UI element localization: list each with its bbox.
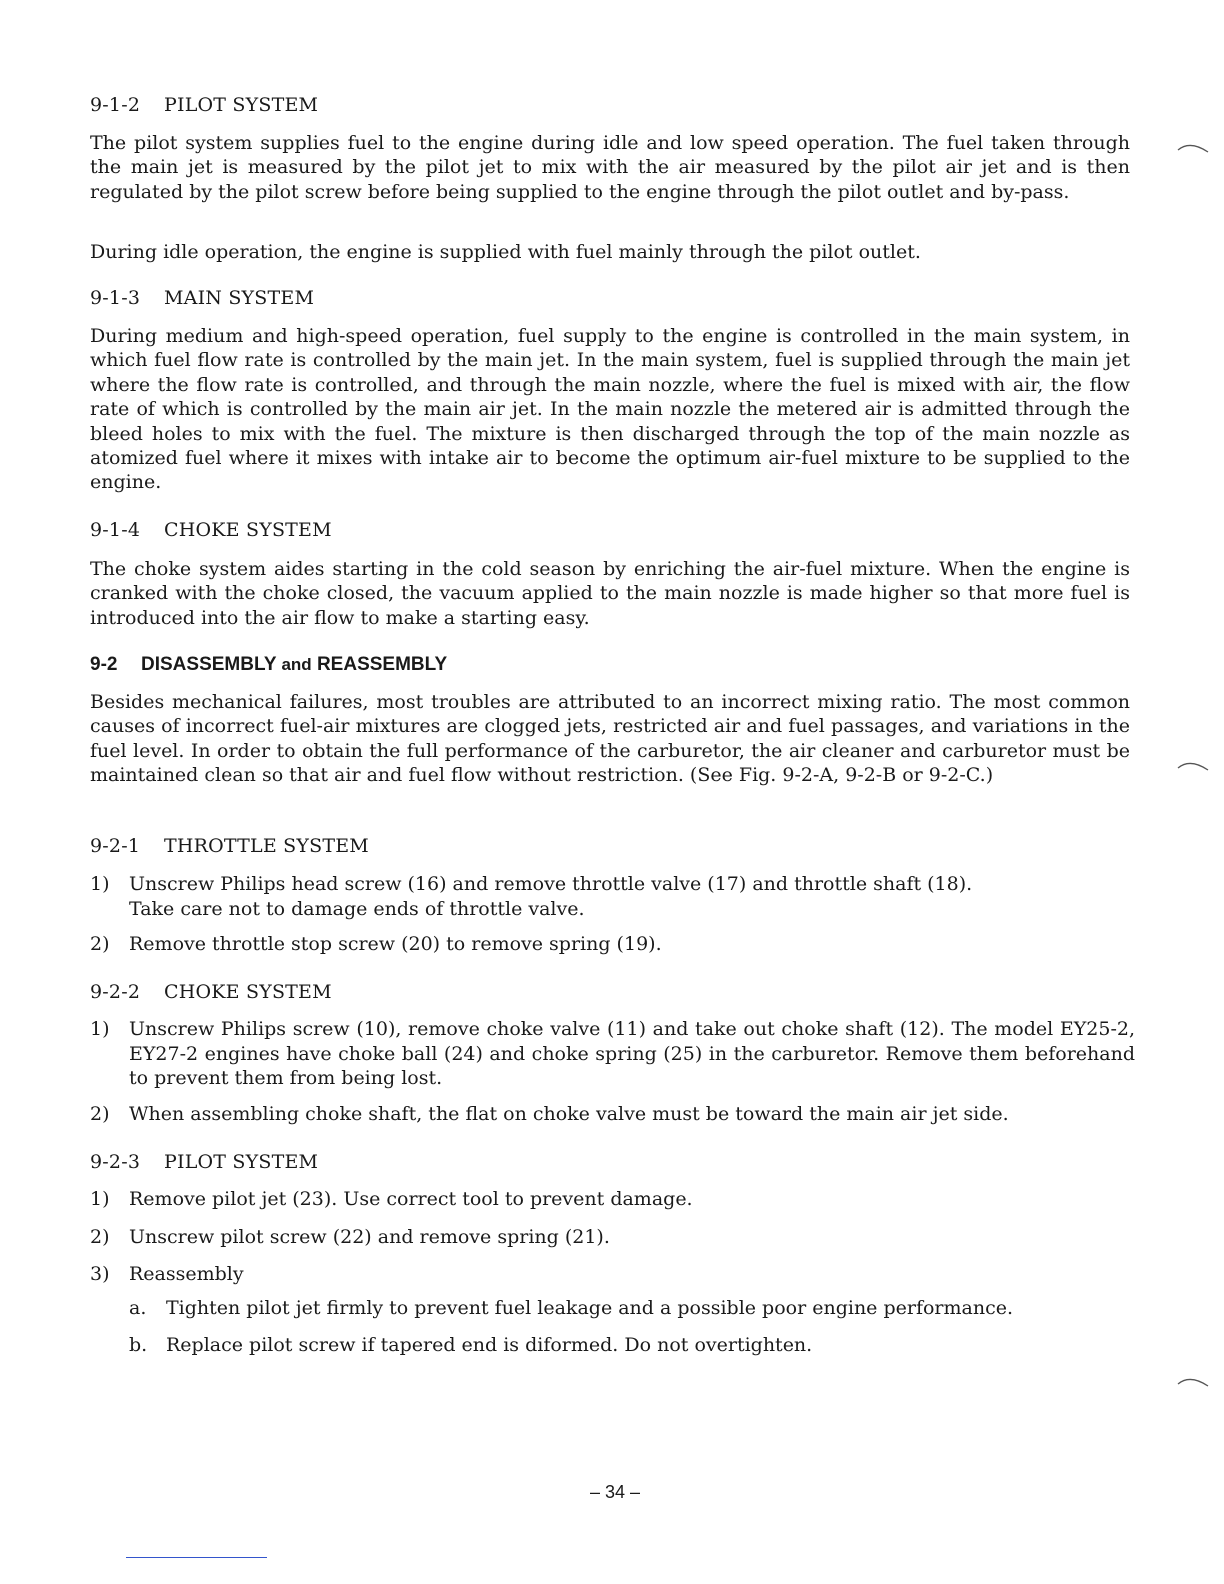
sub-list-marker: a. [129, 1297, 147, 1319]
sub-list-item [129, 1296, 1139, 1321]
list-item [90, 1017, 1135, 1091]
list-item-text: Unscrew pilot screw (22) and remove spring (21). [129, 1226, 610, 1248]
section-title: PILOT SYSTEM [164, 94, 319, 116]
page-number: – 34 – [590, 1482, 641, 1502]
list-item-text: Remove throttle stop screw (20) to remove spring (19). [129, 933, 662, 955]
list-marker: 2) [90, 933, 110, 955]
section-title: PILOT SYSTEM [164, 1151, 319, 1173]
section-heading-pilot-system [90, 94, 318, 116]
list-item [90, 1225, 1135, 1250]
binder-hole-mark-icon [1176, 758, 1210, 772]
list-marker: 1) [90, 1018, 110, 1040]
paragraph-pilot-system: The pilot system supplies fuel to the engine during idle and low speed operation. The fuel taken through the main jet is measured by the pilot jet to mix with the air measured by the pilot air jet and is then regulated by the pilot screw before being supplied to the engine through the pilot outlet and by-pass. [90, 132, 1130, 203]
section-number: 9-2-1 [90, 835, 141, 857]
chapter-title-part2: REASSEMBLY [316, 654, 448, 675]
chapter-title-and: and [281, 655, 312, 674]
chapter-heading-disassembly [90, 654, 447, 676]
sub-list-item-text: Tighten pilot jet firmly to prevent fuel leakage and a possible poor engine performance. [166, 1297, 1014, 1319]
section-number: 9-1-2 [90, 94, 141, 116]
list-item [90, 1187, 1135, 1212]
binder-hole-mark-icon [1176, 1374, 1210, 1388]
list-marker: 2) [90, 1226, 110, 1248]
list-item [90, 932, 1135, 957]
paragraph-choke-system: The choke system aides starting in the cold season by enriching the air-fuel mixture. When the engine is cranked with the choke closed, the vacuum applied to the main nozzle is made higher so that more fuel is introduced into the air flow to make a starting easy. [90, 558, 1130, 629]
list-item-text: Unscrew Philips screw (10), remove choke valve (11) and take out choke shaft (12). The model EY25-2, EY27-2 engines have choke ball (24) and choke spring (25) in the carburetor. Remove them beforehand to prevent them from being lost. [129, 1018, 1135, 1090]
list-item [90, 872, 1135, 921]
list-item-text: Reassembly [129, 1263, 244, 1285]
footer-rule [126, 1557, 267, 1558]
sub-list-item-text: Replace pilot screw if tapered end is diformed. Do not overtighten. [166, 1334, 813, 1356]
paragraph-disassembly: Besides mechanical failures, most troubles are attributed to an incorrect mixing ratio. The most common causes of incorrect fuel-air mixtures are clogged jets, restricted air and fuel passages, and variations in the fuel level. In order to obtain the full performance of the carburetor, the air cleaner and carburetor must be maintained clean so that air and fuel flow without restriction. (See Fig. 9-2-A, 9-2-B or 9-2-C.) [90, 691, 1130, 787]
binder-hole-mark-icon [1176, 140, 1210, 154]
list-item-text: Remove pilot jet (23). Use correct tool to prevent damage. [129, 1188, 693, 1210]
section-heading-pilot-system-2 [90, 1151, 318, 1173]
section-heading-main-system [90, 287, 314, 309]
document-page [90, 0, 1135, 1584]
section-number: 9-2-3 [90, 1151, 141, 1173]
list-marker: 1) [90, 1188, 110, 1210]
list-item-text: When assembling choke shaft, the flat on choke valve must be toward the main air jet side. [129, 1103, 1009, 1125]
section-title: CHOKE SYSTEM [164, 981, 332, 1003]
paragraph-idle-operation: During idle operation, the engine is supplied with fuel mainly through the pilot outlet. [90, 241, 921, 263]
section-heading-choke-system-2 [90, 981, 332, 1003]
sub-list-item [129, 1333, 1139, 1358]
list-marker: 2) [90, 1103, 110, 1125]
list-item [90, 1262, 1135, 1287]
list-marker: 1) [90, 873, 110, 895]
section-title: MAIN SYSTEM [164, 287, 315, 309]
section-number: 9-1-3 [90, 287, 141, 309]
sub-list-marker: b. [129, 1334, 148, 1356]
section-number: 9-2-2 [90, 981, 141, 1003]
paragraph-main-system: During medium and high-speed operation, fuel supply to the engine is controlled in the main system, in which fuel flow rate is controlled by the main jet. In the main system, fuel is supplied through the main jet where the flow rate is controlled, and through the main nozzle, where the fuel is mixed with air, the flow rate of which is controlled by the main air jet. In the main nozzle the metered air is admitted through the bleed holes to mix with the fuel. The mixture is then discharged through the top of the main nozzle as atomized fuel where it mixes with intake air to become the optimum air-fuel mixture to be supplied to the engine. [90, 325, 1130, 494]
section-heading-throttle-system [90, 835, 369, 857]
section-number: 9-1-4 [90, 519, 141, 541]
list-item-text: Take care not to damage ends of throttle valve. [129, 897, 585, 920]
list-marker: 3) [90, 1263, 110, 1285]
chapter-title-part1: DISASSEMBLY [141, 654, 277, 675]
section-title: CHOKE SYSTEM [164, 519, 332, 541]
list-item [90, 1102, 1135, 1127]
section-heading-choke-system [90, 519, 332, 541]
chapter-number: 9-2 [90, 654, 118, 675]
section-title: THROTTLE SYSTEM [164, 835, 369, 857]
list-item-text: Unscrew Philips head screw (16) and remove throttle valve (17) and throttle shaft (18). [129, 873, 973, 895]
